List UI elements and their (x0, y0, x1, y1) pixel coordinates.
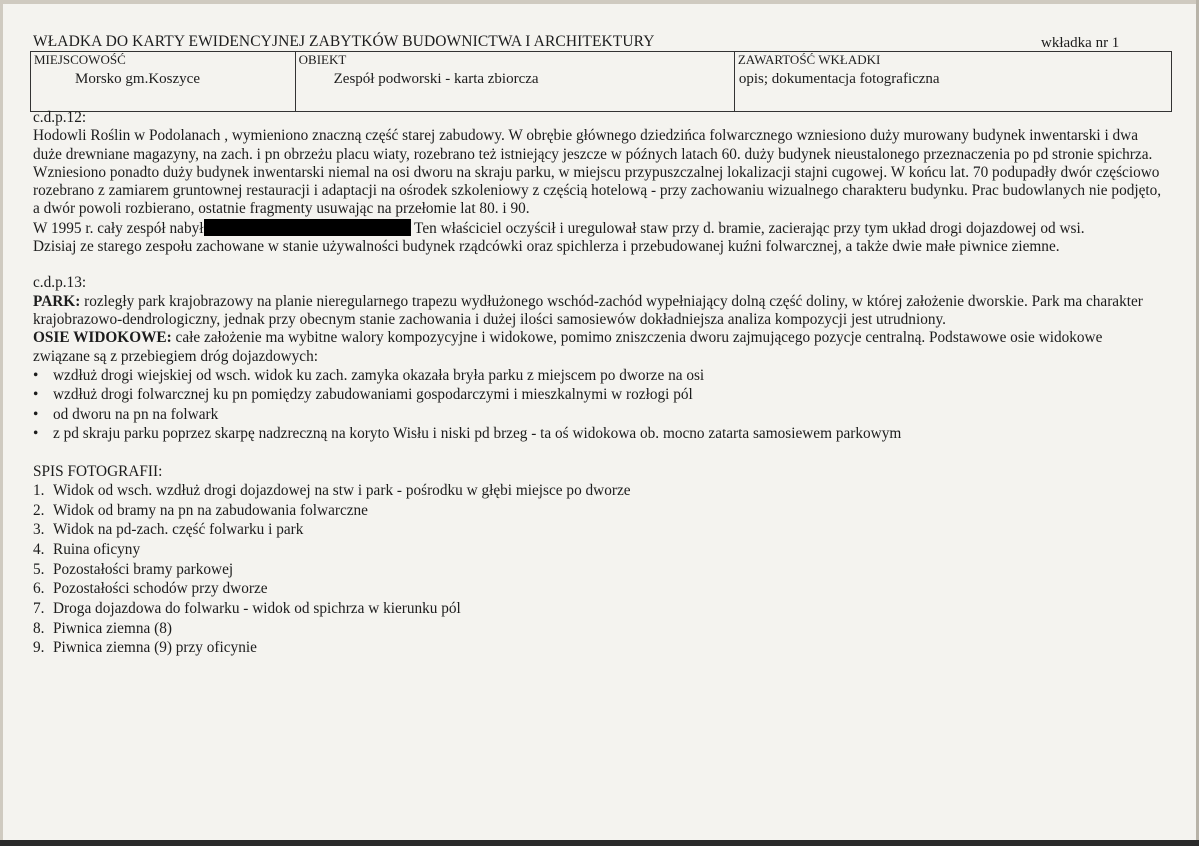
paragraph-2-start: W 1995 r. cały zespół nabył (33, 219, 204, 237)
section-12-paragraph-3: Dzisiaj ze starego zespołu zachowane w stanie używalności budynek rządcówki oraz spichlerza i przebudowanej kuźni folwarcznej, a także dwie małe piwnice ziemne. (33, 238, 1060, 256)
list-item: 9. Piwnica ziemna (9) przy oficynie (33, 639, 257, 657)
list-item: 2. Widok od bramy na pn na zabudowania folwarczne (33, 501, 368, 519)
document-title: WŁADKA DO KARTY EWIDENCYJNEJ ZABYTKÓW BUDOWNICTWA I ARCHITEKTURY (33, 33, 655, 50)
paper-edge-top (0, 0, 1199, 4)
list-item: 6. Pozostałości schodów przy dworze (33, 580, 268, 598)
location-cell (31, 52, 296, 112)
paragraph-2-end: Ten właściciel oczyścił i uregulował staw przy d. bramie, zacierając przy tym układ drogi dojazdowej od wsi. (410, 219, 1085, 237)
contents-label: ZAWARTOŚĆ WKŁADKI (737, 52, 881, 67)
park-paragraph (33, 293, 1163, 330)
location-label: MIEJSCOWOŚĆ (34, 52, 126, 67)
contents-value: opis; dokumentacja fotograficzna (738, 71, 940, 87)
list-item: • z pd skraju parku poprzez skarpę nadzreczną na koryto Wisłu i niski pd brzeg - ta oś widokowa ob. mocno zatarta samosiewem parkowym (33, 425, 902, 443)
bullet-icon: • (33, 386, 39, 404)
axes-text: całe założenie ma wybitne walory kompozycyjne i widokowe, pomimo zniszczenia dworu zajmującego pozycje centralną. Podstawowe osie widokowe związane są z przebiegiem dróg dojazdowych: (33, 329, 1103, 365)
view-axes-list (33, 366, 1163, 444)
list-item: 3. Widok na pd-zach. część folwarku i park (33, 521, 304, 539)
section-13-heading: c.d.p.13: (33, 274, 87, 292)
paper-edge-left (0, 0, 3, 846)
object-label: OBIEKT (298, 52, 347, 67)
object-value: Zespół podworski - karta zbiorcza (333, 71, 539, 87)
park-label: PARK: (33, 292, 81, 310)
record-metadata-table (30, 51, 1172, 112)
photo-list (33, 481, 1163, 658)
axes-paragraph (33, 329, 1163, 366)
list-item: 7. Droga dojazdowa do folwarku - widok od spichrza w kierunku pól (33, 600, 461, 618)
insert-number: wkładka nr 1 (1041, 35, 1120, 51)
bullet-icon: • (33, 425, 39, 443)
scan-border-bottom (0, 840, 1199, 846)
list-item: • od dworu na pn na folwark (33, 405, 219, 423)
redacted-owner-name (204, 219, 411, 236)
park-text: rozległy park krajobrazowy na planie nieregularnego trapezu wydłużonego wschód-zachód wypełniający dolną część doliny, w której założenie dworskie. Park ma charakter krajobrazowo-dendrologiczny, jednak przy obecnym stanie zachowania i dużej ilości samosiewów dokładniejsza analiza kompozycji jest utrudniony. (33, 292, 1143, 328)
list-item: 4. Ruina oficyny (33, 540, 141, 558)
section-12-paragraph-2 (33, 219, 1163, 238)
photo-list-heading: SPIS FOTOGRAFII: (33, 462, 163, 480)
document-body (33, 109, 1163, 658)
location-value: Morsko gm.Koszyce (75, 71, 200, 87)
list-item: • wzdłuż drogi folwarcznej ku pn pomiędzy zabudowaniami gospodarczymi i mieszkalnymi w rozłogi pól (33, 386, 693, 404)
object-cell (295, 52, 734, 112)
list-item: • wzdłuż drogi wiejskiej od wsch. widok ku zach. zamyka okazała bryła parku z miejscem po dworze na osi (33, 366, 705, 384)
section-12-paragraph-1: Hodowli Roślin w Podolanach , wymieniono znaczną część starej zabudowy. W obrębie głównego dziedzińca folwarcznego wzniesiono duży murowany budynek inwentarski i dwa duże drewniane magazyny, na zach. i pn obrzeżu placu wiaty, rozebrano też istniejący jeszcze w późnych latach 60. duży budynek nieustalonego przeznaczenia po pd stronie spichrza. Wzniesiono ponadto duży budynek inwentarski niemal na osi dworu na skraju parku, w miejscu przypuszczalnej lokalizacji stajni cugowej. W końcu lat. 70 podupadły dwór częściowo rozebrano z zamiarem gruntownej restauracji i adaptacji na ośrodek szkoleniowy z częścią hotelową - przy zachowaniu wizualnego charakteru budynku. Prac budowlanych nie podjęto, a dwór powoli rozbierano, ostatnie fragmenty usuwając na przełomie lat 80. i 90. (33, 127, 1162, 218)
list-item: 5. Pozostałości bramy parkowej (33, 560, 234, 578)
contents-cell (734, 52, 1171, 112)
bullet-icon: • (33, 405, 39, 423)
bullet-icon: • (33, 366, 39, 384)
list-item: 1. Widok od wsch. wzdłuż drogi dojazdowej na stw i park - pośrodku w głębi miejsce po dworze (33, 481, 631, 499)
axes-label: OSIE WIDOKOWE: (33, 329, 172, 347)
list-item: 8. Piwnica ziemna (8) (33, 619, 172, 637)
section-12-heading: c.d.p.12: (33, 109, 87, 126)
